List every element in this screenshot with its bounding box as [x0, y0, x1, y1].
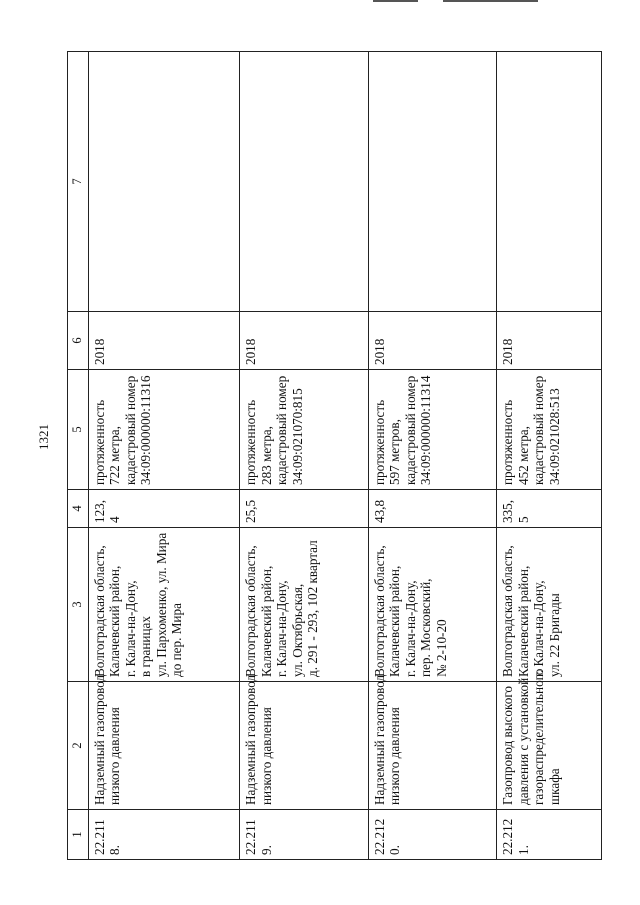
details-cell-line: 34:09:000000:11314: [418, 375, 434, 485]
property-table-container: [67, 52, 602, 860]
details-cell: [497, 370, 602, 490]
object-name-cell-line: Надземный газопровод: [371, 674, 387, 805]
top-scan-mark: [373, 0, 418, 2]
property-table: [67, 51, 602, 860]
object-name-cell-line: Надземный газопровод: [243, 674, 259, 805]
address-cell-line: Волгоградская область,: [91, 545, 107, 677]
details-cell-line: 34:09:021028:513: [546, 388, 562, 485]
address-cell: [240, 528, 368, 682]
details-cell-line: 34:09:021070:815: [289, 388, 305, 485]
column-header: 6: [68, 312, 89, 370]
table-row: [368, 52, 496, 860]
address-cell-line: Волгоградская область,: [371, 545, 387, 677]
details-cell-line: 452 метра,: [515, 426, 531, 485]
address-cell-line: пер. Московский,: [418, 578, 434, 677]
address-cell-line: ул. Пархоменко, ул. Мира: [153, 532, 169, 677]
details-cell-line: протяженность: [91, 399, 107, 485]
row-number-cell: 22.2120.: [368, 810, 496, 860]
object-name-cell-line: низкого давления: [387, 707, 403, 805]
address-cell: [368, 528, 496, 682]
notes-cell: [240, 52, 368, 312]
details-cell: [240, 370, 368, 490]
header-row: [68, 52, 89, 860]
details-cell-line: 722 метра,: [107, 426, 122, 485]
object-name-cell-line: шкафа: [546, 768, 562, 805]
object-name-cell-line: давления с установкой: [515, 677, 531, 805]
column-header: 7: [68, 52, 89, 312]
table-row: [240, 52, 368, 860]
table-row: [88, 52, 240, 860]
details-cell: [368, 370, 496, 490]
details-cell-line: протяженность: [500, 399, 516, 485]
address-cell-line: ул. Октябрьская,: [289, 583, 305, 677]
details-cell-line: кадастровый номер: [274, 375, 290, 485]
address-cell-line: д. 291 - 293, 102 квартал: [305, 540, 321, 677]
year-cell: 2018: [240, 312, 368, 370]
notes-cell: [88, 52, 240, 312]
area-cell: 43,8: [368, 490, 496, 528]
object-name-cell: [240, 674, 368, 810]
top-scan-mark: [443, 0, 538, 2]
address-cell-line: Калачевский район,: [387, 565, 403, 677]
year-cell: 2018: [88, 312, 240, 370]
address-cell-line: Калачевский район,: [258, 565, 274, 677]
address-cell: [88, 528, 240, 682]
address-cell-line: Волгоградская область,: [243, 545, 259, 677]
object-name-cell-line: газораспределительного: [531, 668, 547, 805]
column-header: 3: [68, 528, 89, 682]
object-name-cell-line: Газопровод высокого: [500, 685, 516, 805]
row-number-cell: 22.2119.: [240, 810, 368, 860]
notes-cell: [497, 52, 602, 312]
details-cell-line: кадастровый номер: [402, 375, 418, 485]
column-header: 5: [68, 370, 89, 490]
address-cell-line: г. Калач-на-Дону,: [122, 580, 138, 677]
address-cell-line: г. Калач-на-Дону,: [274, 580, 290, 677]
row-number-cell: 22.2118.: [88, 810, 240, 860]
area-cell: 335,5: [497, 490, 602, 528]
address-cell-line: ул. 22 Бригады: [546, 593, 562, 677]
address-cell-line: Калачевский район,: [107, 565, 122, 677]
area-cell: 25,5: [240, 490, 368, 528]
address-cell-line: Волгоградская область,: [500, 545, 516, 677]
address-cell-line: № 2-10-20: [433, 619, 449, 677]
object-name-cell: [368, 674, 496, 810]
address-cell-line: в границах: [138, 616, 153, 677]
details-cell-line: 283 метра,: [258, 426, 274, 485]
details-cell-line: протяженность: [371, 399, 387, 485]
table-row: [497, 52, 602, 860]
details-cell-line: протяженность: [243, 399, 259, 485]
address-cell-line: г. Калач-на-Дону,: [531, 580, 547, 677]
object-name-cell-line: низкого давления: [107, 707, 122, 805]
object-name-cell-line: Надземный газопровод: [91, 674, 107, 805]
column-header: 4: [68, 490, 89, 528]
table-body: [88, 52, 602, 860]
details-cell-line: 597 метров,: [387, 419, 403, 485]
details-cell-line: кадастровый номер: [531, 375, 547, 485]
object-name-cell: [497, 668, 602, 810]
details-cell-line: 34:09:000000:11316: [138, 375, 153, 485]
address-cell: [497, 528, 602, 682]
year-cell: 2018: [368, 312, 496, 370]
page-number: 1321: [36, 424, 51, 450]
row-number-cell: 22.2121.: [497, 810, 602, 860]
address-cell-line: г. Калач-на-Дону,: [402, 580, 418, 677]
object-name-cell: [88, 674, 240, 810]
details-cell-line: кадастровый номер: [122, 375, 138, 485]
year-cell: 2018: [497, 312, 602, 370]
object-name-cell-line: низкого давления: [258, 707, 274, 805]
address-cell-line: Калачевский район,: [515, 565, 531, 677]
address-cell-line: до пер. Мира: [169, 603, 184, 677]
notes-cell: [368, 52, 496, 312]
details-cell: [88, 370, 240, 490]
column-header: 2: [68, 682, 89, 810]
area-cell: 123,4: [88, 490, 240, 528]
column-header: 1: [68, 810, 89, 860]
